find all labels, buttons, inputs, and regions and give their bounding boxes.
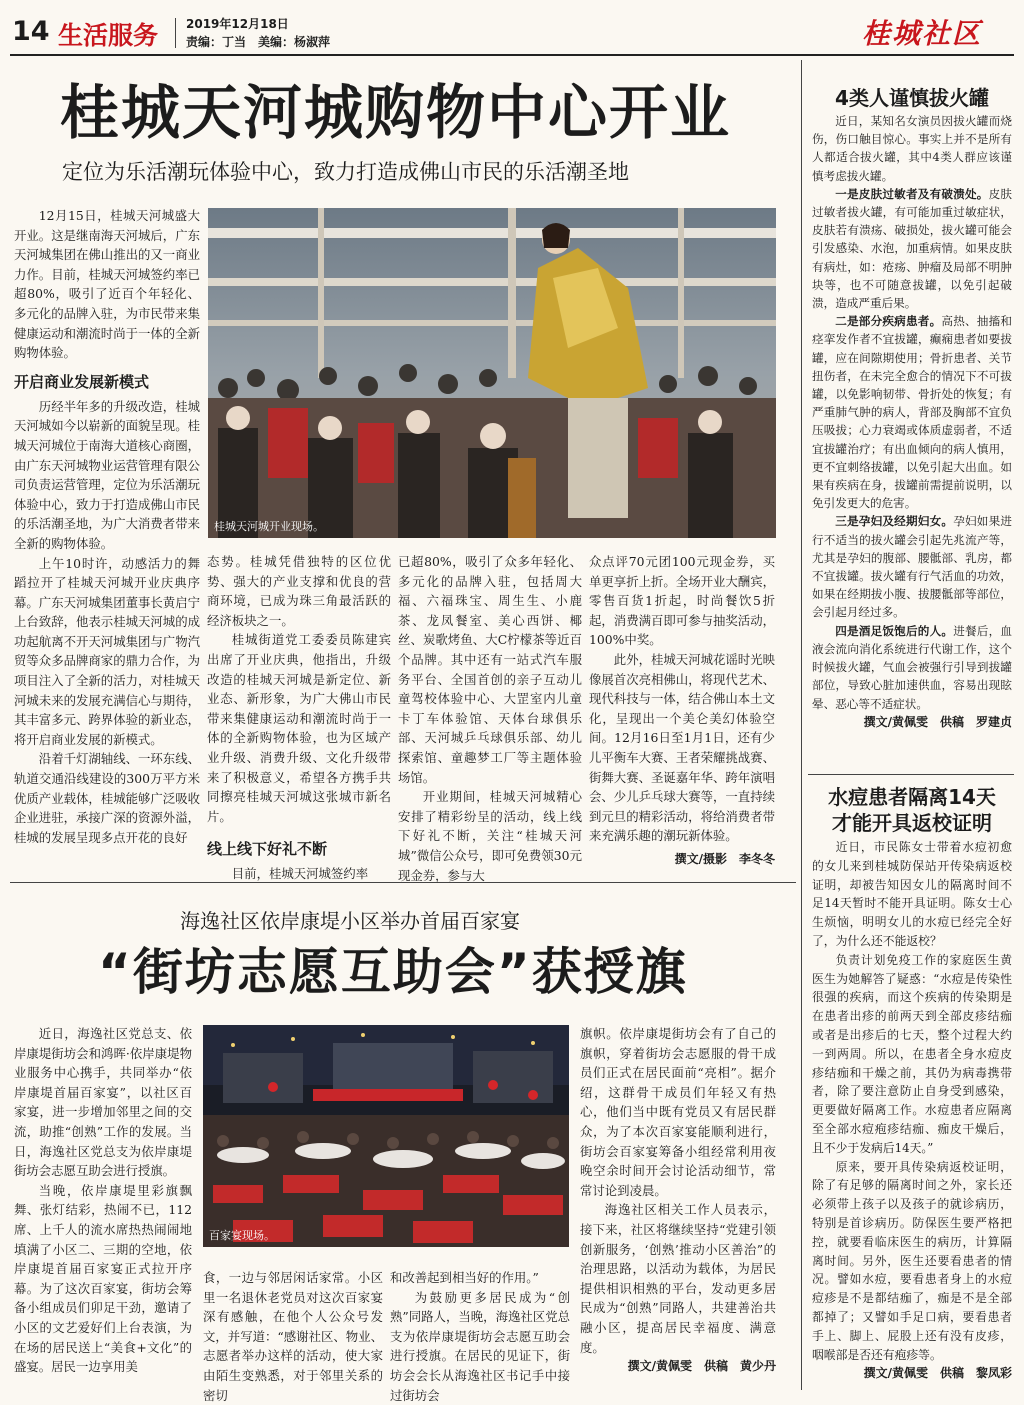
sidebar1-item-text: 高热、抽搐和痉挛发作者不宜拔罐，癫痫患者如要拔罐，应在间隙期使用；骨折患者、关节扭伤者，在未完全愈合的情况下不可拔罐，以免影响韧带、骨折处的恢复；有严重肺气肿的病人，背部及胸部不宜负压吸拔；心力衰竭或体质虚弱者，不适宜拔罐治疗；有出血倾向的病人慎用，更不宜刺络拔罐，以免引起大出血。如果有疾病在身，拔罐前需提前说明，以免引发更大的危害。 [812,314,1012,511]
sidebar1-headline: 4类人谨慎拔火罐 [835,86,989,110]
article2-kicker: 海逸社区依岸康堤小区举办首届百家宴 [180,909,520,933]
sidebar1-item-text: 皮肤过敏者拔火罐，有可能加重过敏症状，皮肤若有溃疡、破损处，拔火罐可能会引发感染、水泡，加重病情。如果皮肤有病灶，如：疮疡、肿瘤及局部不明肿块等，也不可随意拔罐，以免引起破溃，造成严重后果。 [812,186,1012,311]
sidebar2-headline [812,784,1012,836]
article2-paragraph: 近日，海逸社区党总支、依岸康堤街坊会和鸿晖·依岸康堤物业服务中心携手，共同举办“依岸康堤首届百家宴”，以社区百家宴，进一步增加邻里之间的交流，助推“创熟”工作的发展。当日，海逸社区党总支为依岸康堤街坊会志愿互助会进行授旗。 [14,1026,192,1179]
sidebar1-body [812,112,1012,729]
sidebar-divider [801,60,802,1390]
article2-paragraph: 当晚，依岸康堤里彩旗飘舞、张灯结彩，热闹不已，112席、上千人的流水席热热闹闹地填满了小区二、三期的空地，依岸康堤首届百家宴正式拉开序幕。为了这次百家宴，街坊会筹备小组成员们卯足干劲，邀请了小区的文艺爱好们上台表演，为在场的居民送上“美食+文化”的盛宴。居民一边享用美 [14,1182,192,1375]
article1-paragraph: 众点评70元团100元现金券，买单更享折上折。全场开业大酬宾，零售百货1折起，时尚餐饮5折起，消费满百即可参与抽奖活动，100%中奖。 [589,554,775,648]
article1-headline: 桂城天河城购物中心开业 [60,78,732,147]
brand-logo: 桂城社区 [862,17,983,50]
article1-paragraph: 上午10时许，动感活力的舞蹈拉开了桂城天河城开业庆典序幕。广东天河城集团董事长黄启宁上台致辞，他表示桂城天河城的成功起航离不开天河城集团与广物汽贸等众多品牌商家的鼎力合作，为项目注入了全新的活力，对桂城天河城未来的发展充满信心与期待，其丰富多元、跨界体验的新业态，将开启商业发展的新模式。 [14,555,200,747]
masthead-rule [10,54,1014,56]
article2-column-4 [580,1024,776,1386]
article1-subheadline: 定位为乐活潮玩体验中心，致力打造成佛山市民的乐活潮圣地 [62,160,629,184]
article1-paragraph: 态势。桂城凭借独特的区位优势、强大的产业支撑和优良的营商环境，已成为珠三角最活跃的经济板块之一。 [207,554,391,628]
article1-column-4 [589,552,775,868]
sidebar1-item-lead: 一是皮肤过敏者及有破溃处。 [835,186,989,201]
sidebar-rule [808,774,1014,775]
article1-paragraph: 桂城街道党工委委员陈建宾出席了开业庆典，他指出，升级改造的桂城天河城是新定位、新业态、新形象，为广大佛山市民带来集健康运动和潮流时尚于一体的全新购物体验，也为区域产业升级、消费升级、文化升级带来了积极意义，希望各方携手共同擦亮桂城天河城这张城市新名片。 [207,632,391,824]
sidebar2-paragraph: 负责计划免疫工作的家庭医生黄医生为她解答了疑惑：“水痘是传染性很强的疾病，而这个疾病的传染期是在患者出疹的前两天到全部皮疹结痂或者是出疹后的七天，整个过程大约一到两周。所以，在患者全身水痘皮疹结痂和干燥之前，其仍为病毒携带者，除了要注意防止自身受到感染，更要做好隔离工作。水痘患者应隔离至全部水痘疱疹结痂、痂皮干燥后，且不少于发病后14天。” [812,952,1012,1155]
article1-paragraph: 沿着千灯湖轴线、一环东线、轨道交通沿线建设的300万平方米优质产业载体，桂城能够广泛吸收企业进驻，承接广深的资源外溢，桂城的发展呈现多点开花的良好 [14,751,200,845]
sidebar1-item-1 [812,185,1012,312]
article2-byline: 撰文/黄佩雯 供稿 黄少丹 [627,1359,776,1374]
editors: 责编：丁当 美编：杨淑萍 [186,35,331,49]
article2-paragraph: 旗帜。依岸康堤街坊会有了自己的旗帜，穿着街坊会志愿服的骨干成员们正式在居民面前“亮相”。据介绍，这群骨干成员们年轻又有热心，他们当中既有党员又有居民群众，为了本次百家宴能顺利进行，街坊会百家宴筹备小组经常利用夜晚空余时间开会讨论活动细节，常常讨论到凌晨。 [580,1026,776,1198]
sidebar2-byline: 撰文/黄佩雯 供稿 黎凤彩 [863,1366,1012,1381]
masthead-divider [175,18,176,48]
article2-paragraph: 食，一边与邻居闲话家常。小区里一名退休老党员对这次百家宴深有感触，在他个人公众号发文，并写道：“感谢社区、物业、志愿者举办这样的活动，使大家由陌生变熟悉，对于邻里关系的密切 [203,1270,383,1403]
article2-column-3 [390,1268,570,1403]
sidebar2-headline-line1: 水痘患者隔离14天 [828,785,996,809]
article2-paragraph: 和改善起到相当好的作用。” [390,1270,539,1285]
article1-paragraph: 目前，桂城天河城签约率 [231,866,369,882]
sidebar1-item-text: 进餐后，血液会流向消化系统进行代谢工作，这个时候拔火罐，气血会被强行引导到拔罐部位，导致心脏加速供血，容易出现眩晕、恶心等不适症状。 [812,623,1012,711]
sidebar1-item-lead: 四是酒足饭饱后的人。 [835,623,954,638]
sidebar1-item-3 [812,512,1012,621]
article1-subhead-1: 开启商业发展新模式 [14,372,150,391]
sidebar1-paragraph: 近日，某知名女演员因拔火罐而烧伤，伤口触目惊心。事实上并不是所有人都适合拔火罐，其中4类人群应该谨慎考虑拔火罐。 [812,114,1012,183]
article1-paragraph: 历经半年多的升级改造，桂城天河城如今以崭新的面貌呈现。桂城天河城位于南海大道核心商圈，由广东天河城物业运营管理有限公司负责运营管理，定位为乐活潮玩体验中心，致力于打造成佛山市民的乐活潮圣地，为广大消费者带来全新的购物体验。 [14,398,200,551]
article1-column-1 [14,206,200,868]
article1-byline: 撰文/摄影 李冬冬 [674,851,775,866]
article2-paragraph: 海逸社区相关工作人员表示，接下来，社区将继续坚持“党建引领创新服务，‘创熟’推动小区善治”的治理思路，以活动为载体，为居民提供相识相熟的平台，发动更多居民成为“创熟”同路人，共建善治共融小区，提高居民幸福度、满意度。 [580,1202,776,1355]
sidebar2-headline-line2: 才能开具返校证明 [832,811,992,835]
section-title: 生活服务 [58,21,159,50]
article1-photo [208,208,776,538]
article1-column-3 [398,552,582,883]
article1-lead: 12月15日，桂城天河城盛大开业。这是继南海天河城后，广东天河城集团在佛山推出的又一商业力作。目前，桂城天河城签约率已超80%，吸引了近百个年轻化、多元化的品牌入驻，为市民带来集健康运动和潮流时尚于一体的全新购物体验。 [14,208,200,361]
article2-column-1 [14,1024,192,1386]
article2-headline: “街坊志愿互助会”获授旗 [98,943,688,1001]
article2-photo-caption: 百家宴现场。 [209,1229,275,1242]
sidebar2-paragraph: 近日，市民陈女士带着水痘初愈的女儿来到桂城防保站开传染病返校证明，却被告知因女儿的隔离时间不足14天暂时不能开具证明。陈女士心生烦恼，明明女儿的水痘已经完全好了，为什么还不能返校？ [812,840,1012,948]
article1-paragraph: 此外，桂城天河城花谣时光映像展首次亮相佛山，将现代艺术、现代科技与一体，结合佛山本土文化，呈现出一个美仑美幻体验空间。12月16日至1月1日，还有少儿平衡车大赛、王者荣耀挑战赛、街舞大赛、圣诞嘉年华、跨年演唱会、少儿乒乓球大赛等，一直持续到元旦的精彩活动，将给消费者带来充满乐趣的潮玩新体验。 [589,651,775,844]
article1-subhead-2: 线上线下好礼不断 [207,840,328,859]
sidebar1-item-lead: 二是部分疾病患者。 [835,314,942,329]
sidebar1-item-text: 孕妇如果进行不适当的拔火罐会引起先兆流产等，尤其是孕妇的腹部、腰骶部、乳房，都不宜拔罐。拔火罐有行气活血的功效，如果在经期拔小腹、拔腰骶部等部位，会引起月经过多。 [812,514,1012,620]
sidebar2-paragraph: 原来，要开具传染病返校证明，除了有足够的隔离时间之外，家长还必须带上孩子以及孩子的就诊病历，特别是首诊病历。防保医生要严格把控，就要看临床医生的病历，计算隔离时间。另外，医生还要看患者的情况。譬如水痘，要看患者身上的水痘痘疹是不是都结痂了，痂是不是全部都掉了；又譬如手足口病，要看患者手上、脚上、屁股上还有没有皮疹，咽喉部是否还有疱疹等。 [812,1159,1012,1362]
sidebar1-item-4 [812,622,1012,713]
article1-column-2 [207,552,391,882]
article2-photo [203,1025,569,1247]
sidebar2-body [812,838,1012,1388]
article1-paragraph: 开业期间，桂城天河城精心安排了精彩纷呈的活动，线上线下好礼不断，关注“桂城天河城”微信公众号，即可免费领30元现金券，参与大 [398,789,582,883]
sidebar1-item-2 [812,312,1012,512]
page-number: 14 [12,16,50,47]
article-divider [10,882,796,883]
article1-photo-caption: 桂城天河城开业现场。 [214,520,324,533]
issue-date: 2019年12月18日 [186,17,289,31]
sidebar1-item-lead: 三是孕妇及经期妇女。 [835,514,954,529]
article2-paragraph: 为鼓励更多居民成为“创熟”同路人，当晚，海逸社区党总支为依岸康堤街坊会志愿互助会进行授旗。在居民的见证下，街坊会会长从海逸社区书记手中接过街坊会 [390,1289,570,1403]
article2-column-2 [203,1268,383,1403]
article1-paragraph: 已超80%，吸引了众多年轻化、多元化的品牌入驻，包括周大福、六福珠宝、周生生、小鹿茶、龙凤餐室、美心西饼、椰丝、炭歌烤鱼、大C柠檬茶等近百个品牌。其中还有一站式汽车服务平台、全国首创的亲子互动儿童驾校体验中心、大罡室内儿童卡丁车体验馆、天体台球俱乐部、天河城乒乓球俱乐部、幼儿探索馆、童趣梦工厂等主题体验场馆。 [398,554,582,785]
sidebar1-byline: 撰文/黄佩雯 供稿 罗建贞 [863,714,1012,729]
